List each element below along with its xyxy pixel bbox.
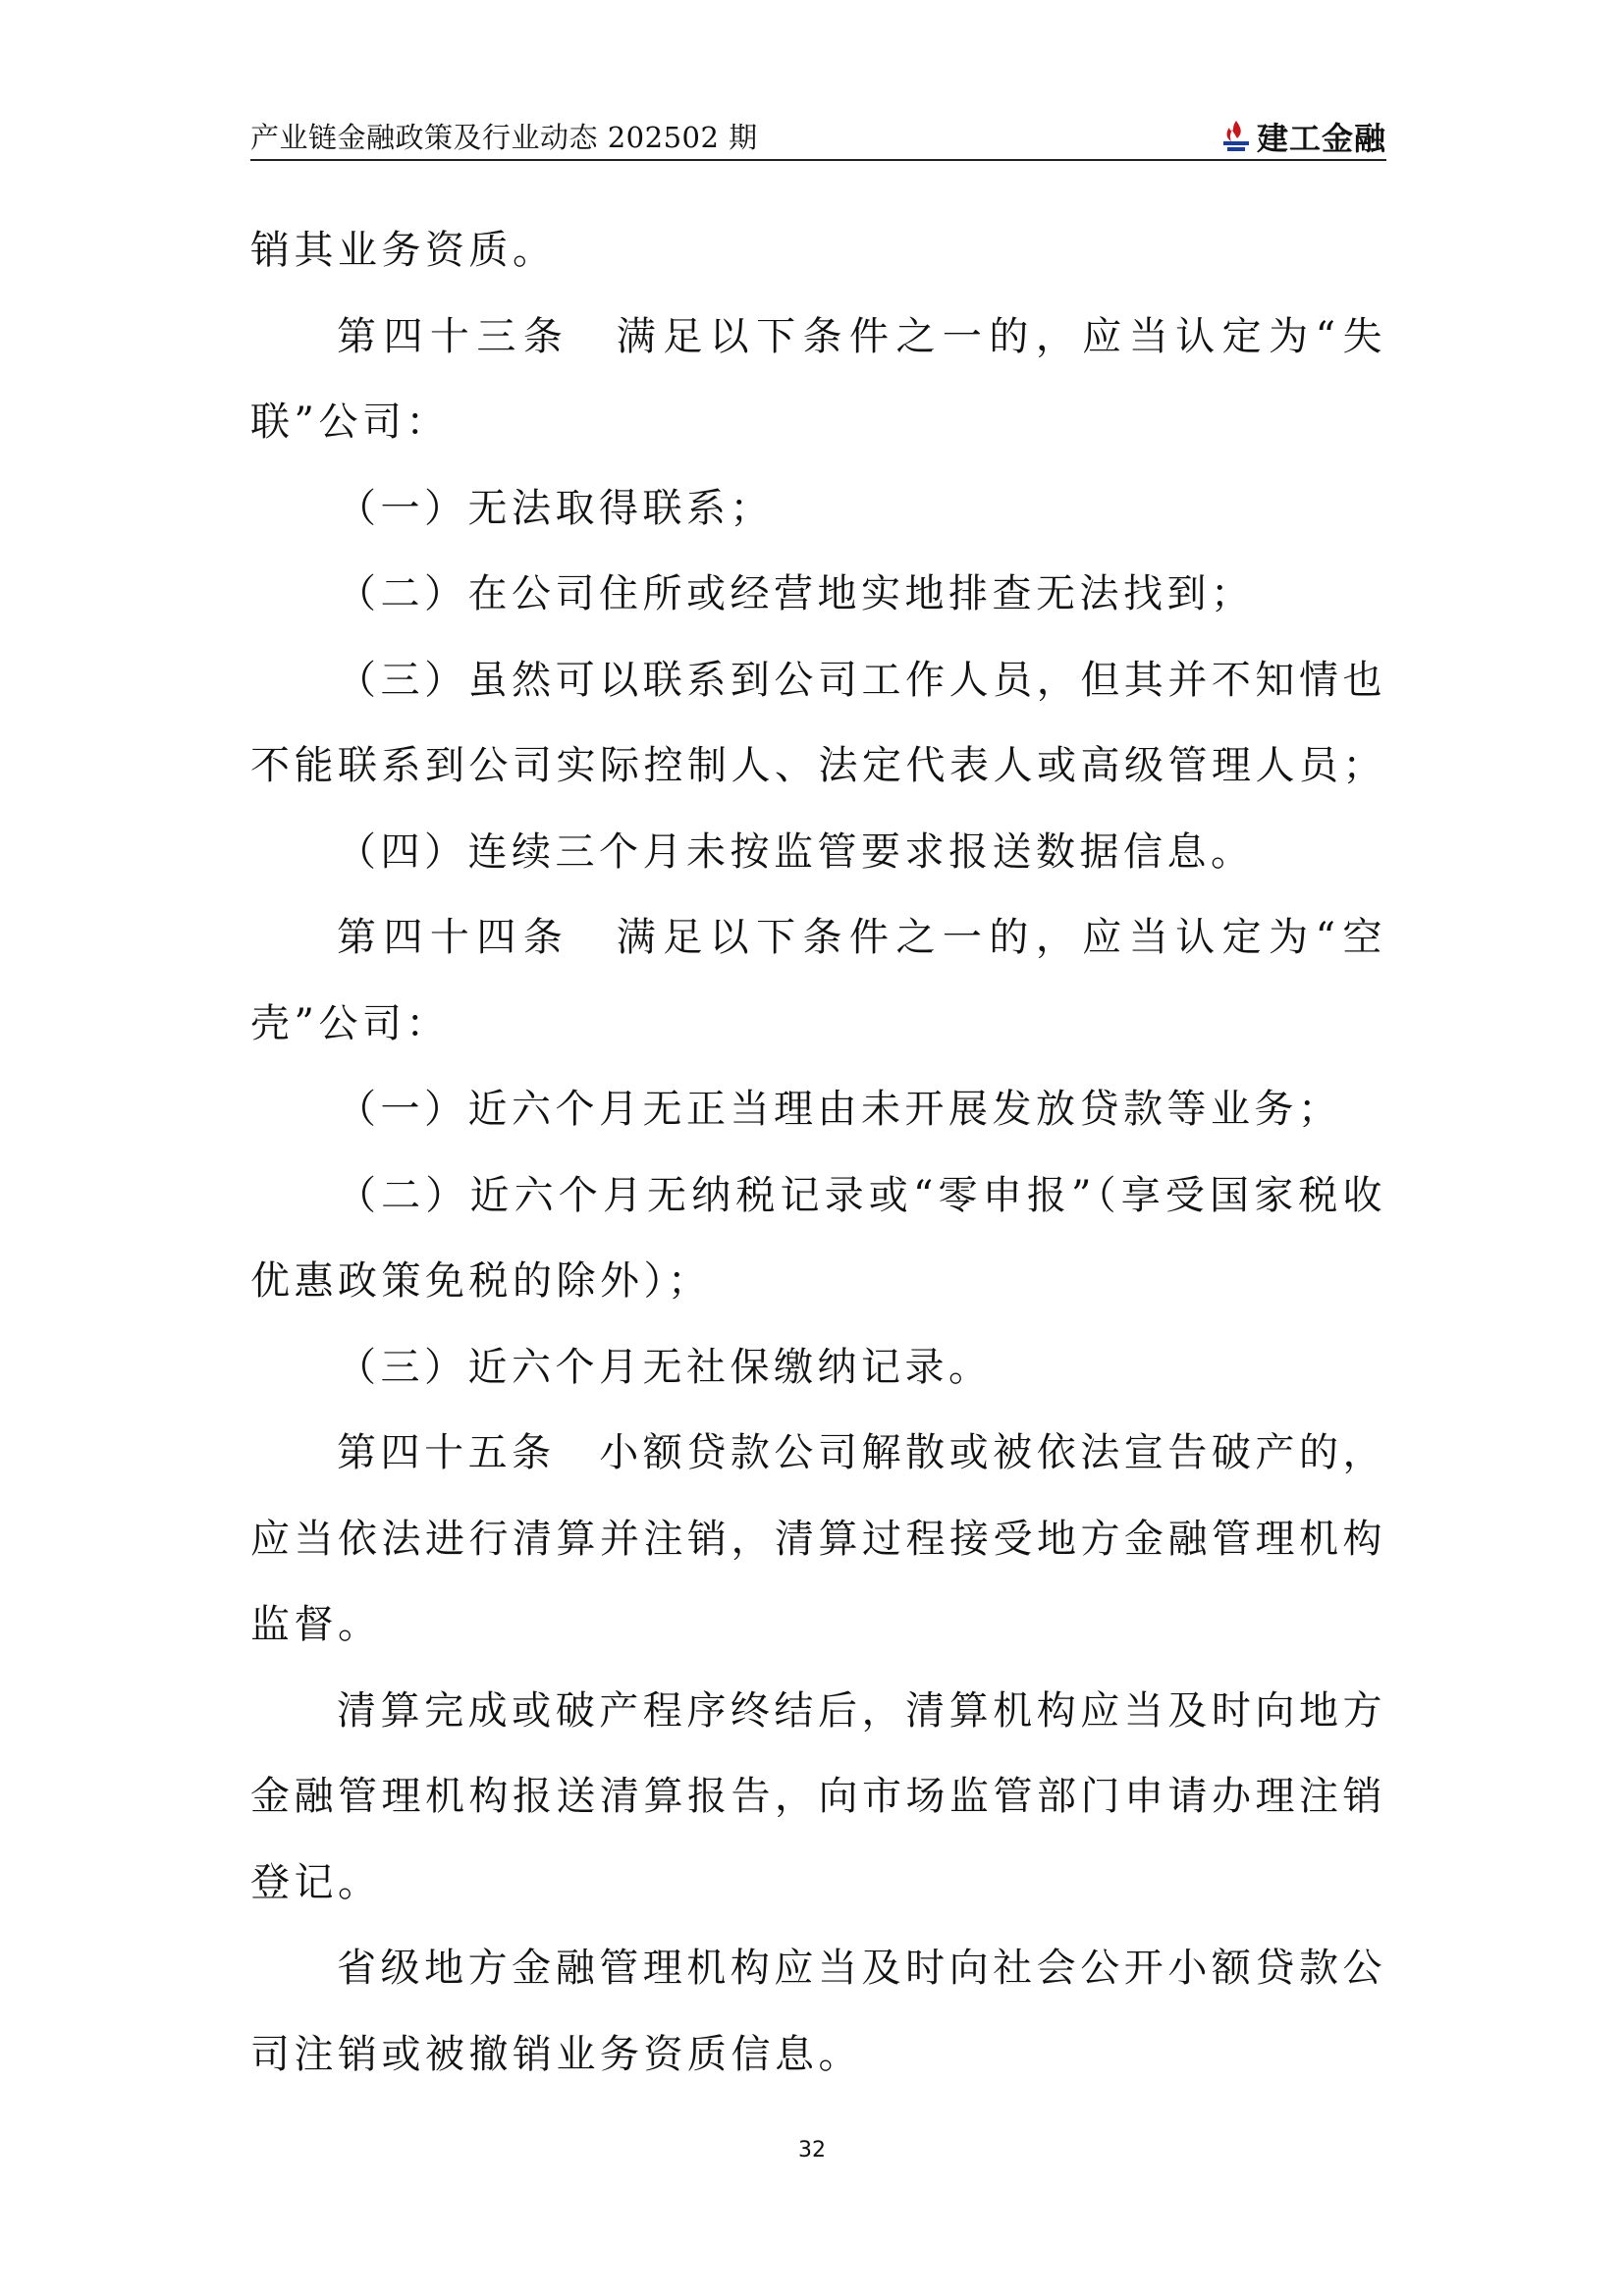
- paragraph: （三）近六个月无社保缴纳记录。: [337, 1344, 993, 1390]
- logo-flame-shape: [1227, 121, 1241, 141]
- paragraph: 清算完成或破产程序终结后，清算机构应当及时向地方金融管理机构报送清算报告，向市场监管部门申请办理注销登记。: [250, 1687, 1386, 1905]
- paragraph: （三）虽然可以联系到公司工作人员，但其并不知情也不能联系到公司实际控制人、法定代表人或高级管理人员；: [250, 657, 1386, 788]
- paragraph: （一）近六个月无正当理由未开展发放贷款等业务；: [337, 1087, 1342, 1132]
- header-title: 产业链金融政策及行业动态 202502 期: [250, 121, 758, 154]
- paragraph: （二）在公司住所或经营地实地排查无法找到；: [337, 571, 1255, 616]
- logo-bar-bottom: [1227, 147, 1245, 151]
- paragraph: （二）近六个月无纳税记录或“零申报”（享受国家税收优惠政策免税的除外）；: [250, 1172, 1386, 1304]
- paragraph: 第四十五条 小额贷款公司解散或被依法宣告破产的，应当依法进行清算并注销，清算过程接受地方金融管理机构监督。: [250, 1430, 1386, 1647]
- paragraph: 第四十三条 满足以下条件之一的，应当认定为“失联”公司：: [250, 313, 1386, 445]
- paragraph: （四）连续三个月未按监管要求报送数据信息。: [337, 828, 1255, 875]
- jiangong-logo-icon: [1221, 120, 1251, 153]
- header-brand: [1221, 114, 1386, 159]
- paragraph: 第四十四条 满足以下条件之一的，应当认定为“空壳”公司：: [250, 915, 1386, 1046]
- page-number: 32: [798, 2138, 826, 2163]
- body-text: [250, 208, 1386, 2098]
- paragraph: （一）无法取得联系；: [337, 485, 774, 531]
- page-header: [250, 114, 1386, 161]
- paragraph: 省级地方金融管理机构应当及时向社会公开小额贷款公司注销或被撤销业务资质信息。: [250, 1946, 1386, 2077]
- brand-name: 建工金融: [1256, 120, 1386, 157]
- logo-bar-top: [1223, 141, 1249, 145]
- paragraph: 销其业务资质。: [250, 228, 557, 273]
